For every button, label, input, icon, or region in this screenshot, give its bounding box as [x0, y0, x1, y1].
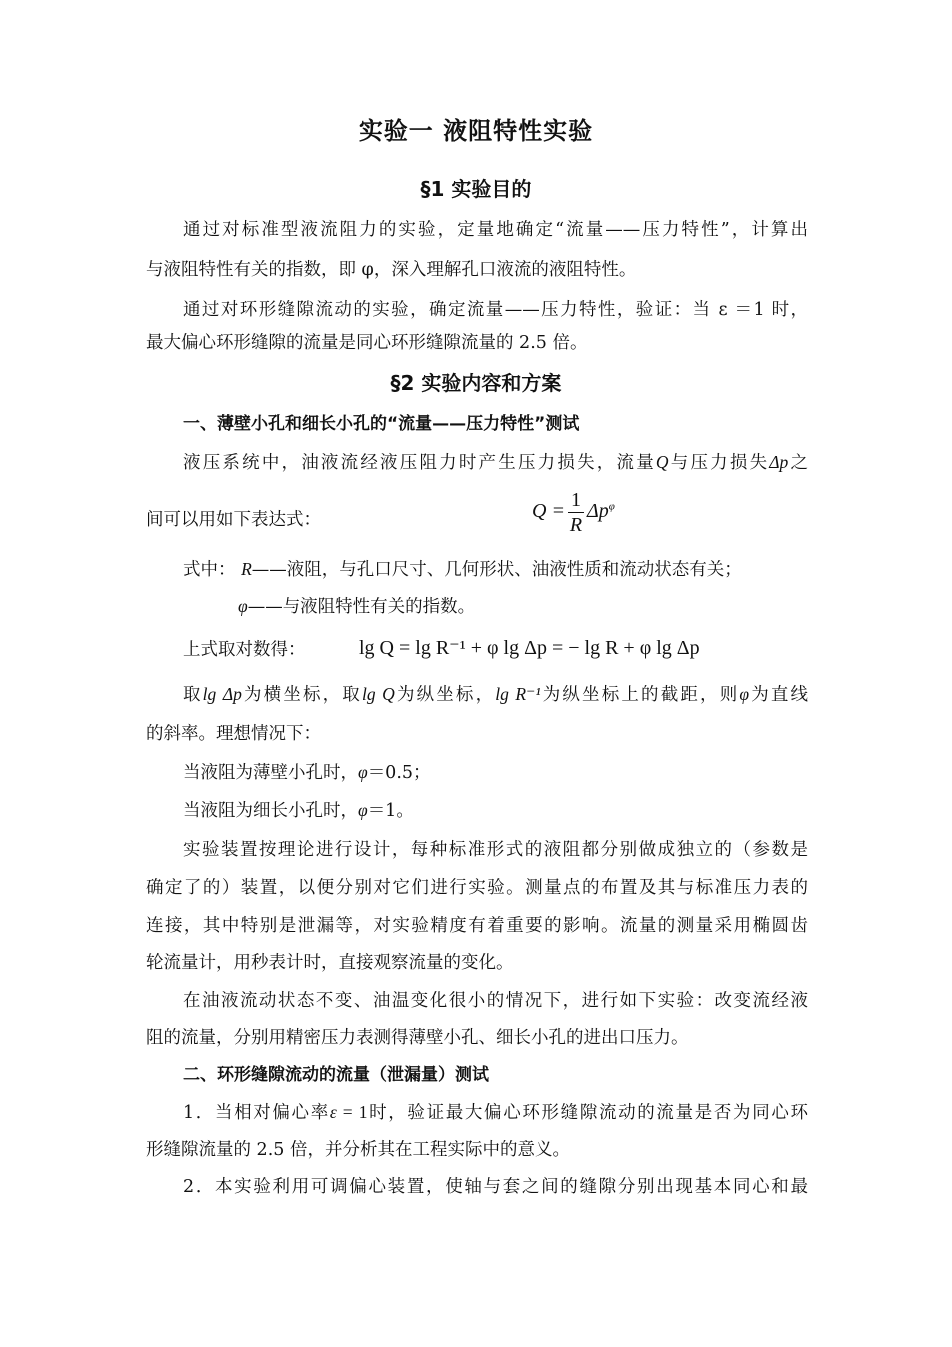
paragraph-line: 取lg Δp为横坐标，取lg Q为纵坐标，lg R⁻¹为纵坐标上的截距，则φ为直线	[183, 684, 809, 705]
formula-log: lg Q = lg R⁻¹ + φ lg Δp = − lg R + φ lg Δp	[359, 637, 700, 659]
case-line-slender-orifice: 当液阻为细长小孔时，φ＝1。	[183, 800, 414, 821]
paragraph-line: 的斜率。理想情况下：	[146, 724, 321, 744]
paragraph-line: 与液阻特性有关的指数，即 φ，深入理解孔口液流的液阻特性。	[146, 260, 637, 280]
paragraph-line: 实验装置按理论进行设计，每种标准形式的液阻都分别做成独立的（参数是	[183, 840, 808, 860]
log-label: 上式取对数得：	[183, 640, 306, 660]
paragraph-line: 阻的流量，分别用精密压力表测得薄壁小孔、细长小孔的进出口压力。	[146, 1028, 689, 1048]
list-item-1: 1．当相对偏心率ε = 1时，验证最大偏心环形缝隙流动的流量是否为同心环	[183, 1102, 809, 1123]
case-line-thin-orifice: 当液阻为薄壁小孔时，φ＝0.5；	[183, 762, 431, 783]
paragraph-line: 液压系统中，油液流经液压阻力时产生压力损失，流量Q与压力损失Δp之	[183, 452, 809, 473]
paragraph-line: 间可以用如下表达式：	[146, 510, 321, 530]
page-title: 实验一 液阻特性实验	[358, 117, 594, 145]
paragraph-line: 最大偏心环形缝隙的流量是同心环形缝隙流量的 2.5 倍。	[146, 333, 588, 353]
list-item-2: 2．本实验利用可调偏心装置，使轴与套之间的缝隙分别出现基本同心和最	[183, 1177, 808, 1197]
paragraph-line: 形缝隙流量的 2.5 倍，并分析其在工程实际中的意义。	[146, 1140, 570, 1160]
paragraph-line: 轮流量计，用秒表计时，直接观察流量的变化。	[146, 953, 514, 973]
definition-line-phi: φ——与液阻特性有关的指数。	[238, 596, 476, 617]
definition-line-R: 式中： R——液阻，与孔口尺寸、几何形状、油液性质和流动状态有关；	[183, 559, 742, 580]
formula-flow-pressure: Q = $\frac{1}{R}$ $\Delta p^\varphi$	[532, 489, 615, 536]
subsection-heading-1: 一、薄壁小孔和细长小孔的“流量——压力特性”测试	[183, 414, 580, 434]
paragraph-line: 在油液流动状态不变、油温变化很小的情况下，进行如下实验：改变流经液	[183, 991, 808, 1011]
paragraph-line: 确定了的）装置，以便分别对它们进行实验。测量点的布置及其与标准压力表的	[146, 878, 808, 898]
paragraph-line: 通过对环形缝隙流动的实验，确定流量——压力特性，验证：当 ε ＝1 时，	[183, 300, 808, 320]
paragraph-line: 连接，其中特别是泄漏等，对实验精度有着重要的影响。流量的测量采用椭圆齿	[146, 916, 808, 936]
paragraph-line: 通过对标准型液流阻力的实验，定量地确定“流量——压力特性”，计算出	[183, 220, 808, 240]
subsection-heading-2: 二、环形缝隙流动的流量（泄漏量）测试	[183, 1065, 489, 1085]
section-heading-2: §2 实验内容和方案	[390, 371, 562, 395]
section-heading-1: §1 实验目的	[420, 177, 532, 201]
